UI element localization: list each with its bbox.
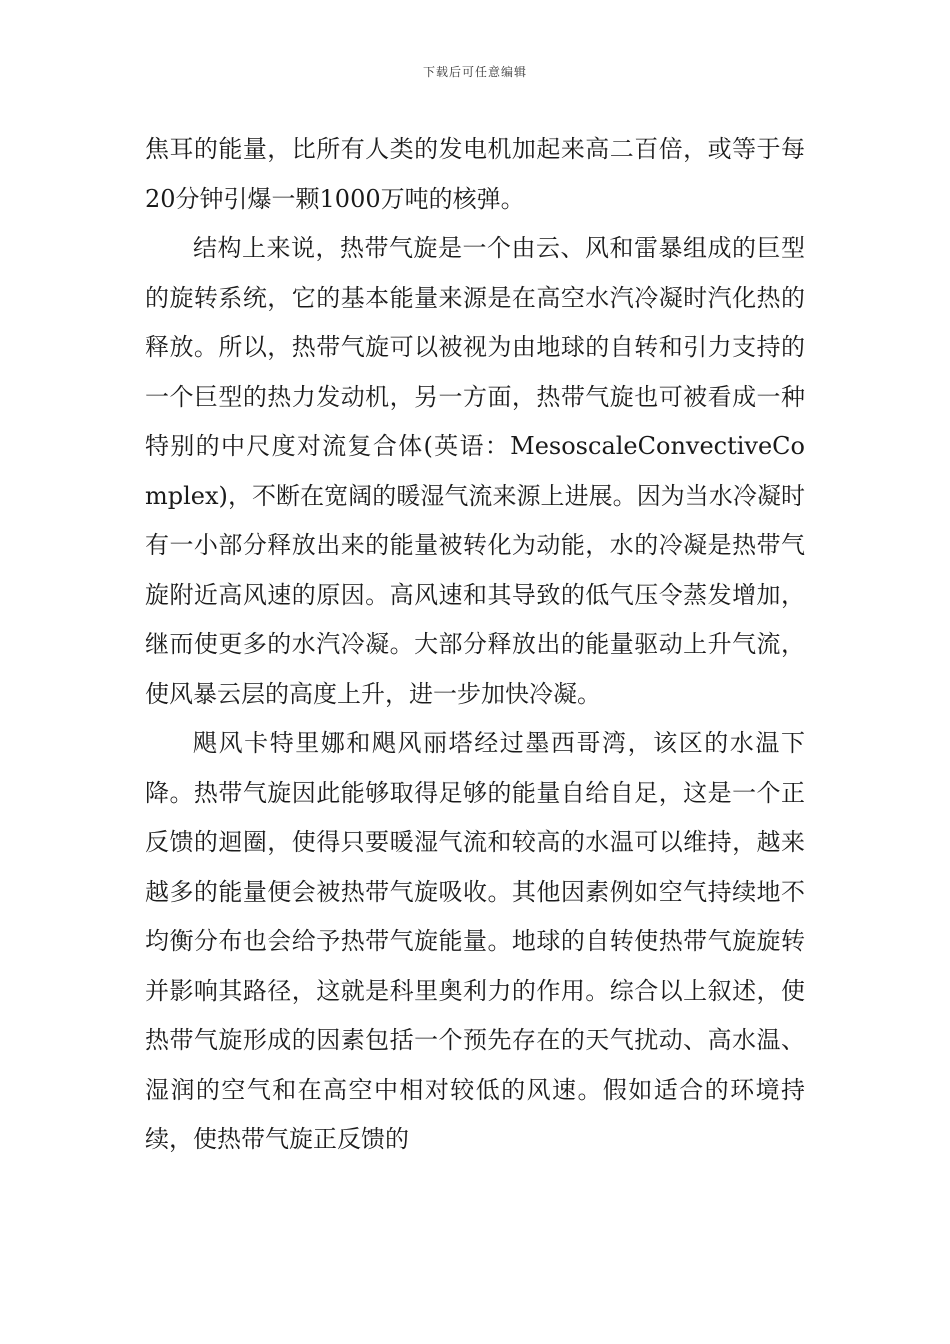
paragraph-structure: 结构上来说，热带气旋是一个由云、风和雷暴组成的巨型的旋转系统，它的基本能量来源是在高空水汽冷凝时汽化热的释放。所以，热带气旋可以被视为由地球的自转和引力支持的一个巨型的热力发动机，另一方面，热带气旋也可被看成一种特别的中尺度对流复合体(英语：MesoscaleConvectiveComplex)，不断在宽阔的暖湿气流来源上进展。因为当水冷凝时有一小部分释放出来的能量被转化为动能，水的冷凝是热带气旋附近高风速的原因。高风速和其导致的低气压令蒸发增加，继而使更多的水汽冷凝。大部分释放出的能量驱动上升气流，使风暴云层的高度上升，进一步加快冷凝。	[145, 234, 805, 708]
document-body	[145, 125, 805, 1165]
paragraph-energy-comparison: 焦耳的能量，比所有人类的发电机加起来高二百倍，或等于每20分钟引爆一颗1000万吨的核弹。	[145, 135, 805, 213]
page-header: 下载后可任意编辑	[422, 65, 527, 79]
paragraph-formation-factors: 飓风卡特里娜和飓风丽塔经过墨西哥湾，该区的水温下降。热带气旋因此能够取得足够的能量自给自足，这是一个正反馈的迴圈，使得只要暖湿气流和较高的水温可以维持，越来越多的能量便会被热带气旋吸收。其他因素例如空气持续地不均衡分布也会给予热带气旋能量。地球的自转使热带气旋旋转并影响其路径，这就是科里奥利力的作用。综合以上叙述，使热带气旋形成的因素包括一个预先存在的天气扰动、高水温、湿润的空气和在高空中相对较低的风速。假如适合的环境持续，使热带气旋正反馈的	[145, 729, 805, 1153]
